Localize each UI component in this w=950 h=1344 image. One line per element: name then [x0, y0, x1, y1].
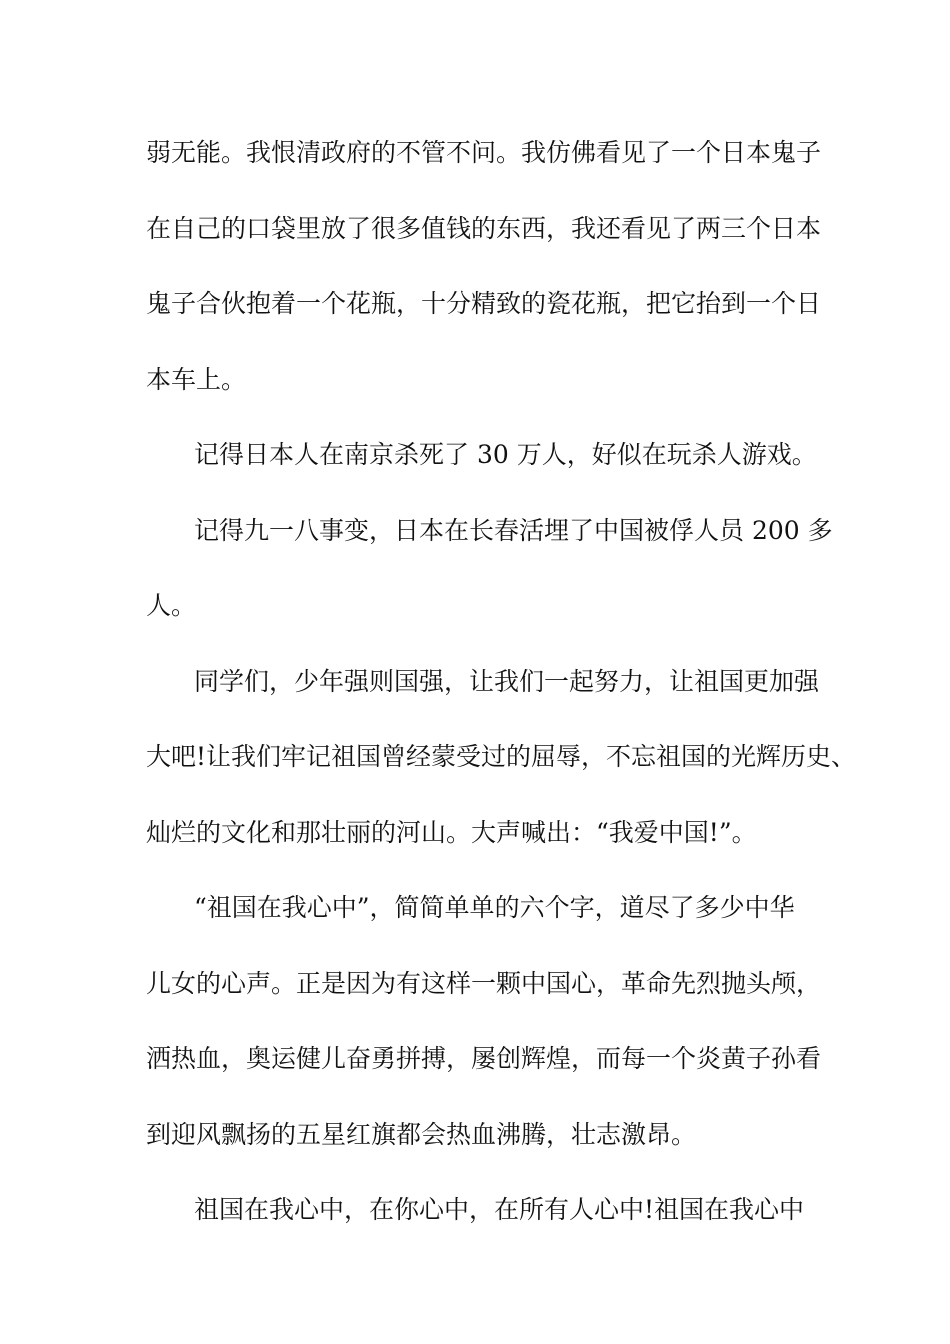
- text-line: 祖国在我心中，在你心中，在所有人心中!祖国在我心中: [194, 1195, 805, 1224]
- text-line: 记得九一八事变，日本在长春活埋了中国被俘人员 200 多: [194, 515, 833, 545]
- text-line: 大吧!让我们牢记祖国曾经蒙受过的屈辱，不忘祖国的光辉历史、: [146, 742, 857, 771]
- text-line: 记得日本人在南京杀死了 30 万人，好似在玩杀人游戏。: [194, 440, 817, 469]
- text-line: “祖国在我心中”，简简单单的六个字，道尽了多少中华: [194, 893, 795, 922]
- text-line: 在自己的口袋里放了很多值钱的东西，我还看见了两三个日本: [146, 213, 822, 243]
- text-line: 灿烂的文化和那壮丽的河山。大声喊出：“我爱中国!”。: [146, 817, 757, 847]
- text-line: 洒热血，奥运健儿奋勇拼搏，屡创辉煌，而每一个炎黄子孙看: [146, 1044, 822, 1073]
- text-line: 儿女的心声。正是因为有这样一颗中国心，革命先烈抛头颅，: [146, 968, 822, 998]
- text-line: 弱无能。我恨清政府的不管不问。我仿佛看见了一个日本鬼子: [146, 138, 822, 167]
- text-line: 人。: [146, 591, 197, 620]
- text-line: 同学们，少年强则国强，让我们一起努力，让祖国更加强: [194, 666, 820, 696]
- text-line: 本车上。: [146, 364, 247, 394]
- text-line: 到迎风飘扬的五星红旗都会热血沸腾，壮志激昂。: [146, 1119, 697, 1149]
- text-line: 鬼子合伙抱着一个花瓶，十分精致的瓷花瓶，把它抬到一个日: [146, 289, 822, 318]
- body-text: [146, 128, 857, 1261]
